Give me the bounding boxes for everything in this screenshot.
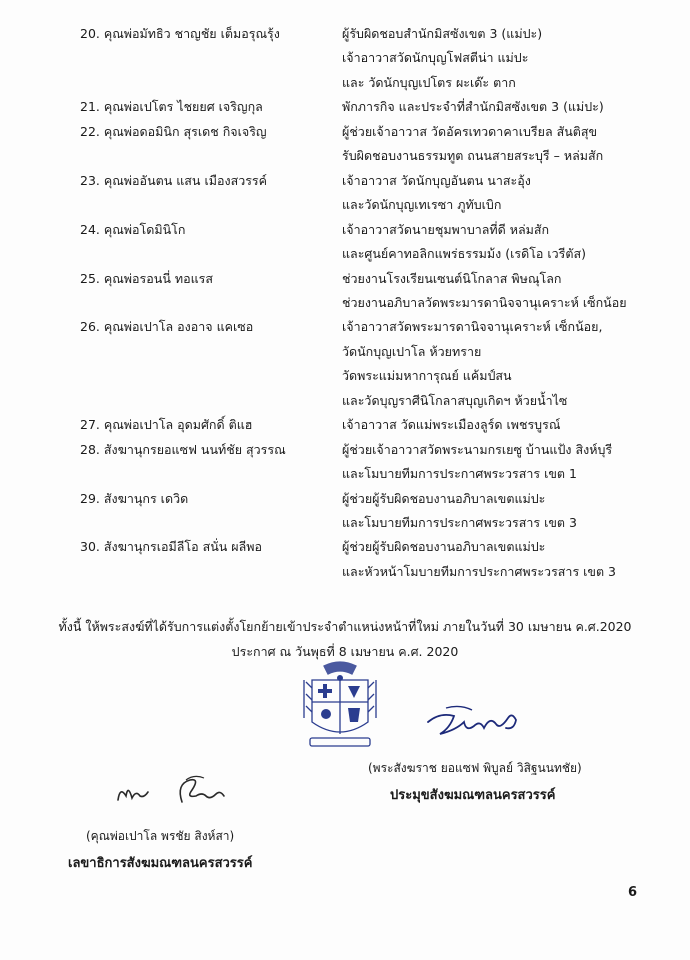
assignment-duty: และวัดนักบุญเทเรซา ภูทับเบิก [342, 197, 502, 213]
secretary-signature-icon [112, 772, 242, 812]
assignment-duty: และ วัดนักบุญเปโตร ผะเด๊ะ ตาก [342, 74, 516, 90]
diocese-seal-icon [302, 660, 378, 752]
bishop-signature-icon [420, 700, 530, 750]
bishop-name: (พระสังฆราช ยอแซฟ พิบูลย์ วิสิฐนนทชัย) [368, 761, 582, 775]
assignment-duty: และหัวหน้าโมบายทีมการประกาศพระวรสาร เขต 3 [342, 563, 616, 579]
priest-name: 20. คุณพ่อมัทธิว ชาญชัย เต็มอรุณรุ้ง [80, 26, 280, 41]
assignment-duty: ผู้รับผิดชอบสำนักมิสซังเขต 3 (แม่ปะ) [342, 26, 543, 41]
secretary-name: (คุณพ่อเปาโล พรชัย สิงห์สา) [86, 829, 235, 843]
assignment-duty: ผู้ช่วยเจ้าอาวาส วัดอัครเทวดาคาเบรียล สันติสุข [342, 123, 598, 139]
assignment-duty: และโมบายทีมการประกาศพระวรสาร เขต 3 [342, 515, 577, 530]
assignment-duty: ผู้ช่วยผู้รับผิดชอบงานอภิบาลเขตแม่ปะ [342, 539, 546, 555]
priest-name: 25. คุณพ่อรอนนี่ ทอแรส [80, 270, 213, 286]
assignment-duty: เจ้าอาวาสวัดนักบุญโฟสตีน่า แม่ปะ [342, 50, 529, 66]
priest-name: 21. คุณพ่อเปโตร ไชยยศ เจริญกุล [80, 99, 263, 115]
announcement-date: ประกาศ ณ วันพุธที่ 8 เมษายน ค.ศ. 2020 [231, 644, 459, 659]
assignment-duty: รับผิดชอบงานธรรมทูต ถนนสายสระบุรี – หล่มสัก [342, 148, 604, 164]
assignment-duty: เจ้าอาวาสวัดนายชุมพาบาลที่ดี หล่มสัก [342, 221, 550, 237]
assignment-duty: ผู้ช่วยผู้รับผิดชอบงานอภิบาลเขตแม่ปะ [342, 490, 546, 506]
assignment-duty: เจ้าอาวาส วัดแม่พระเมืองลูร์ด เพชรบูรณ์ [342, 417, 561, 433]
priest-name: 24. คุณพ่อโดมินิโก [80, 221, 186, 237]
secretary-title: เลขาธิการสังฆมณฑลนครสวรรค์ [68, 856, 253, 871]
priest-name: 28. สังฆานุกรยอแซฟ นนท์ชัย สุวรรณ [80, 441, 286, 457]
priest-name: 27. คุณพ่อเปาโล อุดมศักดิ์ ติแฮ [80, 417, 253, 433]
assignment-duty: เจ้าอาวาส วัดนักบุญอันตน นาสะอุ้ง [342, 172, 531, 188]
assignment-duty: วัดพระแม่มหาการุณย์ แค้มป์สน [342, 368, 512, 384]
effective-date-statement: ทั้งนี้ ให้พระสงฆ์ที่ได้รับการแต่งตั้งโยกย้ายเข้าประจำตำแหน่งหน้าที่ใหม่ ภายในวันที่ 30 เมษายน ค.ศ.2020 [58, 619, 632, 634]
assignment-duty: เจ้าอาวาสวัดพระมารดานิจจานุเคราะห์ เซ็กน้อย, [342, 319, 603, 335]
priest-name: 30. สังฆานุกรเอมีลีโอ สนั่น ผลีพอ [80, 539, 263, 555]
assignment-duty: และศูนย์คาทอลิกแพร่ธรรมม้ง (เรดิโอ เวรีตัส) [342, 246, 587, 262]
priest-name: 23. คุณพ่ออันตน แสน เมืองสวรรค์ [80, 172, 268, 188]
bishop-title: ประมุขสังฆมณฑลนครสวรรค์ [390, 788, 556, 803]
assignment-duty: และโมบายทีมการประกาศพระวรสาร เขต 1 [342, 466, 577, 482]
assignment-duty: และวัดบุญราศีนิโกลาสบุญเกิดฯ ห้วยน้ำไซ [342, 392, 568, 408]
priest-name: 29. สังฆานุกร เดวิด [80, 490, 189, 506]
assignment-duty: วัดนักบุญเปาโล ห้วยทราย [342, 343, 482, 359]
assignment-duty: ผู้ช่วยเจ้าอาวาสวัดพระนามกรเยซู บ้านแป้ง สิงห์บุรี [342, 441, 613, 457]
assignment-duty: ช่วยงานโรงเรียนเซนต์นิโกลาส พิษณุโลก [342, 270, 562, 286]
priest-name: 22. คุณพ่อดอมินิก สุรเดช กิจเจริญ [80, 123, 267, 139]
priest-name: 26. คุณพ่อเปาโล องอาจ แคเซอ [80, 319, 254, 335]
page-number: 6 [628, 885, 638, 900]
assignment-duty: พักภารกิจ และประจำที่สำนักมิสซังเขต 3 (แม่ปะ) [342, 99, 604, 115]
assignment-duty: ช่วยงานอภิบาลวัดพระมารดานิจจานุเคราะห์ เซ็กน้อย [342, 294, 627, 310]
